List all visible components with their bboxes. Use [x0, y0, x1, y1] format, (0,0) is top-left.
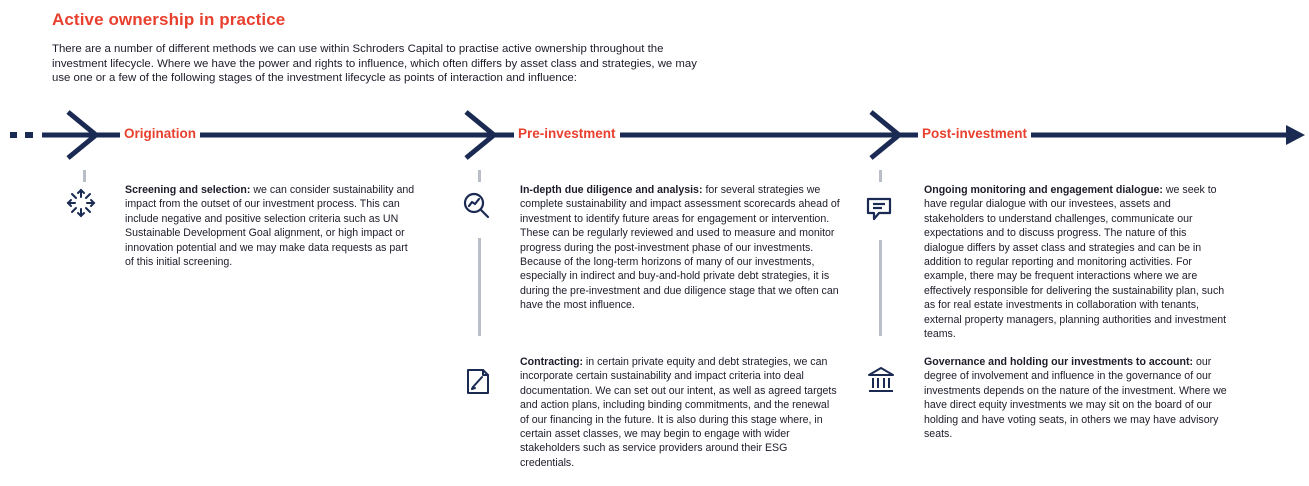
- stage-label-origination: Origination: [120, 126, 200, 141]
- block-body: we seek to have regular dialogue with our investees, assets and stakeholders to understand challenges, communicate our expectations and to discuss progress. The nature of this dialogue differs by asset class and strategies and can be in addition to regular reporting and monitoring activities. For example, there may be frequent interactions where we are effectively responsible for delivering the sustainability plan, such as for real estate investments in collaboration with tenants, external property managers, planning authorities and investment teams.: [924, 184, 1227, 341]
- stage-label-pre-investment: Pre-investment: [514, 126, 620, 141]
- speech-bubble-icon: [864, 193, 894, 223]
- column-divider: [879, 240, 882, 336]
- column-connector: [879, 170, 882, 182]
- block-body: in certain private equity and debt strategies, we can incorporate certain sustainability and impact criteria into deal documentation. We can set out our intent, as well as agreed targets and action plans, including binding commitments, and the renewal of our financing in the future. It is also during this stage where, in certain asset classes, we may begin to engage with wider stakeholders such as service providers around their ESG credentials.: [520, 356, 837, 469]
- arrow-head-icon: [1286, 125, 1305, 145]
- block-contracting: [520, 355, 838, 470]
- document-pen-icon: [463, 366, 493, 396]
- dispersing-arrows-icon: [66, 188, 96, 218]
- block-body: we can consider sustainability and impact from the outset of our investment process. This can include negative and positive selection criteria such as UN Sustainable Development Goal alignment, or high impact or innovation potential and we may make data requests as part of this initial screening.: [125, 184, 415, 269]
- column-divider: [478, 238, 481, 336]
- timeline-dot: [25, 132, 33, 138]
- column-connector: [83, 170, 86, 182]
- block-body: for several strategies we complete sustainability and impact assessment scorecards ahead of investment to identify future areas for engagement or intervention. These can be regularly reviewed and used to measure and monitor progress during the post-investment phase of our investments. Because of the long-term horizons of many of our investments, especially in indirect and buy-and-hold private debt strategies, it is during the pre-investment and due diligence stage that we often can have the most influence.: [520, 184, 840, 312]
- magnifier-chart-icon: [461, 190, 491, 220]
- column-connector: [478, 170, 481, 182]
- block-heading: Ongoing monitoring and engagement dialogue:: [924, 184, 1163, 196]
- page-title: Active ownership in practice: [52, 10, 286, 29]
- institution-icon: [866, 365, 896, 395]
- stage-label-post-investment: Post-investment: [918, 126, 1031, 141]
- block-due-diligence: [520, 183, 844, 313]
- block-heading: Contracting:: [520, 356, 583, 368]
- block-governance: [924, 355, 1234, 441]
- block-screening-and-selection: [125, 183, 417, 269]
- block-heading: Screening and selection:: [125, 184, 251, 196]
- block-body: our degree of involvement and influence in the governance of our investments depends on the nature of the investment. Where we have direct equity investments we may sit on the board of our holding and have voting seats, in others we may have advisory seats.: [924, 356, 1227, 441]
- timeline-dot: [10, 132, 17, 138]
- block-monitoring-engagement: [924, 183, 1229, 341]
- block-heading: Governance and holding our investments to account:: [924, 356, 1193, 368]
- block-heading: In-depth due diligence and analysis:: [520, 184, 703, 196]
- intro-paragraph: There are a number of different methods we can use within Schroders Capital to practise active ownership throughout the investment lifecycle. Where we have the power and rights to influence, which often differs by asset class and strategies, we may use one or a few of the following stages of the investment lifecycle as points of interaction and influence:: [52, 43, 697, 85]
